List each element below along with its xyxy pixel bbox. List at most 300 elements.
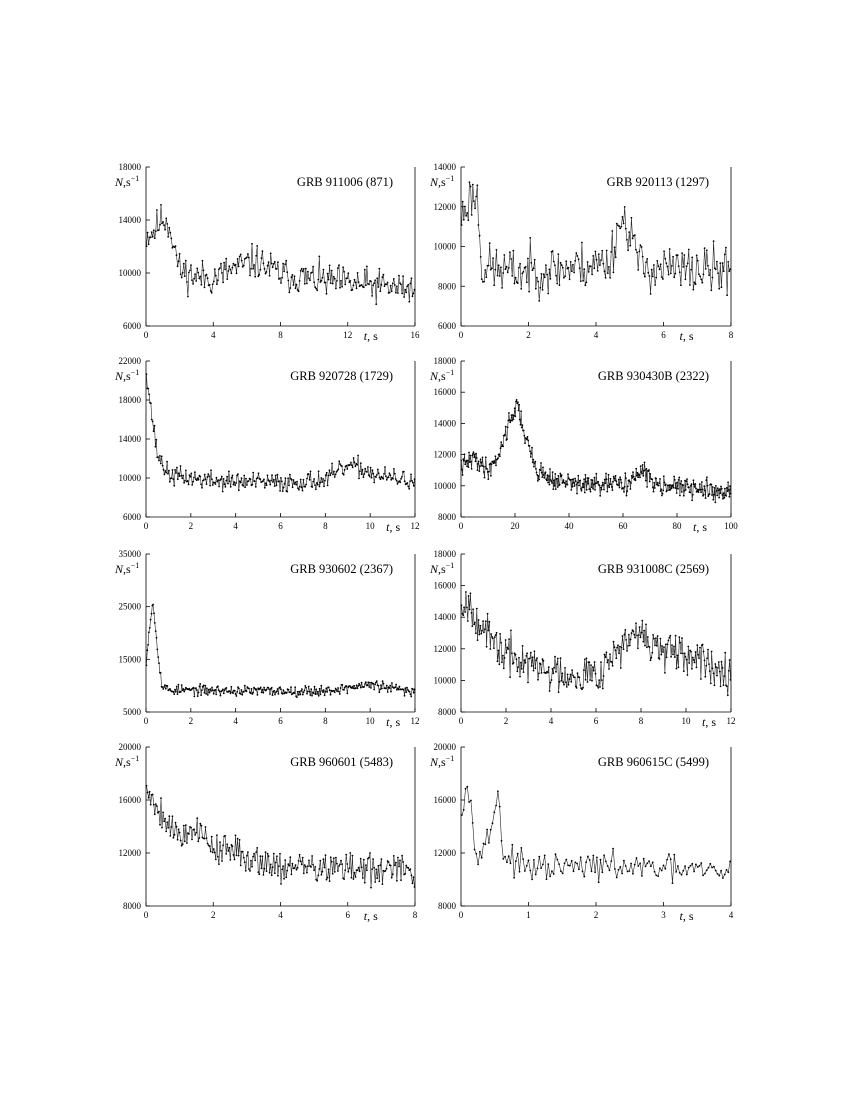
data-point [240,254,242,256]
data-point [562,681,564,683]
data-point [172,478,174,480]
data-point [702,644,704,646]
data-point [586,489,588,491]
data-point [646,258,648,260]
data-point [368,686,370,688]
data-point [261,257,263,259]
data-point [696,255,698,257]
data-point [613,476,615,478]
data-point [281,277,283,279]
data-point [293,284,295,286]
data-point [253,853,255,855]
data-point [338,865,340,867]
x-tick-label: 2 [188,716,194,726]
data-point [164,684,166,686]
data-point [295,484,297,486]
data-point [554,485,556,487]
data-point [397,483,399,485]
data-point [346,863,348,865]
data-point [401,855,403,857]
data-point [720,870,722,872]
data-point [243,265,245,267]
data-point [670,273,672,275]
data-point [663,646,665,648]
data-point [335,474,337,476]
data-point [486,829,488,831]
data-point [186,281,188,283]
y-tick-label: 14000 [118,434,141,444]
data-point [677,865,679,867]
x-axis-label [364,329,378,343]
x-tick-label: 80 [672,521,682,531]
data-point [519,871,521,873]
data-point [199,476,201,478]
data-point [640,465,642,467]
x-axis-label [693,520,707,534]
data-point [680,652,682,654]
data-point [696,644,698,646]
data-point [296,696,298,698]
data-point [541,273,543,275]
data-point [175,691,177,693]
data-point [162,812,164,814]
data-point [651,657,653,659]
data-point [717,873,719,875]
data-point [217,685,219,687]
data-point [536,472,538,474]
data-point [510,258,512,260]
data-point [471,612,473,614]
data-point [630,639,632,641]
data-point [237,258,239,260]
data-point [682,266,684,268]
data-point [152,604,154,606]
data-point [363,286,365,288]
data-point [695,864,697,866]
x-tick-label: 20 [510,521,520,531]
y-axis-unit: ,s [438,369,446,383]
y-axis-unit: ,s [123,175,131,189]
data-point [619,476,621,478]
data-point [209,485,211,487]
data-point [624,472,626,474]
data-point [675,871,677,873]
data-point [645,866,647,868]
data-point [348,867,350,869]
data-point [249,275,251,277]
data-point [381,688,383,690]
data-point [623,860,625,862]
data-point [700,279,702,281]
data-point [396,286,398,288]
data-point [353,457,355,459]
data-point [605,277,607,279]
data-point [251,688,253,690]
data-point [363,686,365,688]
data-point [507,271,509,273]
x-axis-unit: , s [389,715,401,729]
data-point [275,862,277,864]
data-point [679,872,681,874]
data-point [518,267,520,269]
data-point [559,284,561,286]
data-point [540,663,542,665]
data-point [682,870,684,872]
data-point [489,648,491,650]
data-point [529,658,531,660]
data-point [528,859,530,861]
data-point [607,865,609,867]
x-axis-unit: , s [682,909,694,923]
data-point [254,480,256,482]
data-point [280,477,282,479]
data-point [462,201,464,203]
data-point [324,867,326,869]
data-point [721,494,723,496]
data-point [223,693,225,695]
data-point [515,401,517,403]
data-point [627,871,629,873]
data-point [484,843,486,845]
data-point [484,269,486,271]
data-point [652,486,654,488]
data-point [565,480,567,482]
data-point [158,460,160,462]
data-point [305,268,307,270]
data-point [600,859,602,861]
data-point [542,864,544,866]
data-point [203,685,205,687]
data-point [235,835,237,837]
data-point [715,269,717,271]
data-point [613,272,615,274]
data-point [479,851,481,853]
data-point [323,858,325,860]
data-point [522,858,524,860]
data-point [354,462,356,464]
x-axis-label [386,520,400,534]
data-point [207,694,209,696]
x-tick-label: 4 [233,716,238,726]
data-point [485,276,487,278]
data-point [156,209,158,211]
y-axis-var: N [430,755,439,769]
data-point [469,181,471,183]
data-point [495,805,497,807]
data-point [180,840,182,842]
data-point [345,854,347,856]
data-point [325,691,327,693]
data-point [638,634,640,636]
data-point [494,269,496,271]
data-point [601,250,603,252]
data-point [375,869,377,871]
data-point [648,860,650,862]
data-point [267,475,269,477]
data-point [480,633,482,635]
data-point [645,261,647,263]
data-point [326,879,328,881]
data-point [609,870,611,872]
data-point [361,682,363,684]
data-point [576,863,578,865]
data-point [604,479,606,481]
data-point [360,462,362,464]
data-point [494,636,496,638]
data-point [675,635,677,637]
x-axis-unit: , s [367,329,378,343]
data-point [601,489,603,491]
data-point [256,847,258,849]
data-point [219,841,221,843]
data-point [405,292,407,294]
data-point [492,638,494,640]
data-point [298,860,300,862]
data-point [676,668,678,670]
data-point [391,877,393,879]
data-point [264,487,266,489]
data-point [361,473,363,475]
data-point [473,456,475,458]
data-point [370,887,372,889]
data-point [320,477,322,479]
data-point [682,484,684,486]
data-point [216,481,218,483]
data-point [186,842,188,844]
data-point [593,483,595,485]
data-point [698,273,700,275]
data-point [692,289,694,291]
data-point [217,856,219,858]
data-point [677,488,679,490]
data-point [274,872,276,874]
data-point [644,276,646,278]
data-point [501,661,503,663]
data-point [236,691,238,693]
data-point [381,858,383,860]
data-point [323,689,325,691]
data-point [637,472,639,474]
data-point [314,866,316,868]
data-point [407,284,409,286]
data-point [647,636,649,638]
data-point [279,490,281,492]
data-point [169,481,171,483]
data-point [583,486,585,488]
data-point [639,474,641,476]
data-point [206,274,208,276]
data-point [603,854,605,856]
data-point [483,281,485,283]
data-point [578,868,580,870]
data-point [379,290,381,292]
data-point [150,804,152,806]
data-point [223,478,225,480]
data-point [336,280,338,282]
data-point [538,856,540,858]
data-point [671,488,673,490]
data-point [196,268,198,270]
data-point [527,682,529,684]
data-point [594,871,596,873]
data-point [300,860,302,862]
y-tick-label: 12000 [118,848,141,858]
y-axis-exponent: −1 [445,754,455,763]
data-point [650,865,652,867]
data-point [414,289,416,291]
data-point [708,867,710,869]
data-point [236,272,238,274]
data-point [231,272,233,274]
data-point [690,865,692,867]
data-point [535,288,537,290]
data-point [384,285,386,287]
data-point [294,481,296,483]
data-point [309,279,311,281]
data-point [284,263,286,265]
data-point [378,691,380,693]
data-point [158,811,160,813]
data-point [404,480,406,482]
data-point [268,855,270,857]
data-point [226,843,228,845]
data-point [554,656,556,658]
data-point [545,264,547,266]
data-point [707,265,709,267]
data-point [593,267,595,269]
data-point [506,652,508,654]
data-point [328,869,330,871]
data-point [666,657,668,659]
data-point [257,694,259,696]
data-point [264,268,266,270]
data-point [147,388,149,390]
data-point [573,870,575,872]
data-point [552,672,554,674]
data-point [208,475,210,477]
data-point [525,266,527,268]
data-point [724,254,726,256]
data-point [247,851,249,853]
data-point [460,460,462,462]
data-point [262,689,264,691]
x-tick-label: 60 [618,521,628,531]
data-point [583,478,585,480]
data-point [498,650,500,652]
x-tick-label: 4 [233,521,238,531]
data-point [610,860,612,862]
data-point [534,461,536,463]
chart-panel-1 [114,162,420,343]
data-point [610,251,612,253]
data-point [565,859,567,861]
data-point [728,489,730,491]
data-point [294,483,296,485]
data-point [541,476,543,478]
data-point [570,674,572,676]
data-point [704,660,706,662]
data-point [588,661,590,663]
data-point [177,265,179,267]
y-tick-label: 22000 [118,356,141,366]
data-point [297,867,299,869]
data-point [258,472,260,474]
x-tick-label: 12 [410,716,420,726]
data-point [344,469,346,471]
data-point [520,288,522,290]
data-point [340,687,342,689]
data-point [367,684,369,686]
data-point [501,287,503,289]
data-point [287,280,289,282]
data-point [170,238,172,240]
data-point [155,630,157,632]
data-point [319,860,321,862]
x-tick-label: 2 [593,910,599,920]
data-point [635,249,637,251]
data-point [307,271,309,273]
data-point [163,224,165,226]
data-point [255,486,257,488]
data-point [277,261,279,263]
data-point [569,678,571,680]
data-point [693,659,695,661]
data-point [395,478,397,480]
y-tick-label: 14000 [433,418,456,429]
data-point [172,469,174,471]
data-point [156,805,158,807]
data-point [538,300,540,302]
data-point [479,465,481,467]
data-point [532,462,534,464]
data-point [234,859,236,861]
y-tick-label: 15000 [118,654,141,665]
y-axis-label [114,561,139,576]
y-tick-label: 35000 [118,549,141,559]
data-point [228,265,230,267]
data-point [522,645,524,647]
data-point [685,489,687,491]
data-point [357,687,359,689]
data-point [339,287,341,289]
data-point [564,482,566,484]
data-point [625,477,627,479]
x-tick-label: 6 [278,521,283,531]
data-point [239,256,241,258]
data-point [165,472,167,474]
data-point [649,481,651,483]
data-point [531,453,533,455]
x-tick-label: 4 [728,910,734,920]
data-point [623,223,625,225]
y-axis-var: N [115,369,124,383]
data-point [585,481,587,483]
data-point [620,226,622,228]
data-point [258,274,260,276]
data-point [464,453,466,455]
data-point [555,275,557,277]
data-point [200,483,202,485]
data-point [614,246,616,248]
data-point [393,278,395,280]
data-point [164,474,166,476]
data-point [210,469,212,471]
data-point [617,485,619,487]
data-point [602,482,604,484]
data-point [674,656,676,658]
data-point [319,486,321,488]
data-point [660,263,662,265]
